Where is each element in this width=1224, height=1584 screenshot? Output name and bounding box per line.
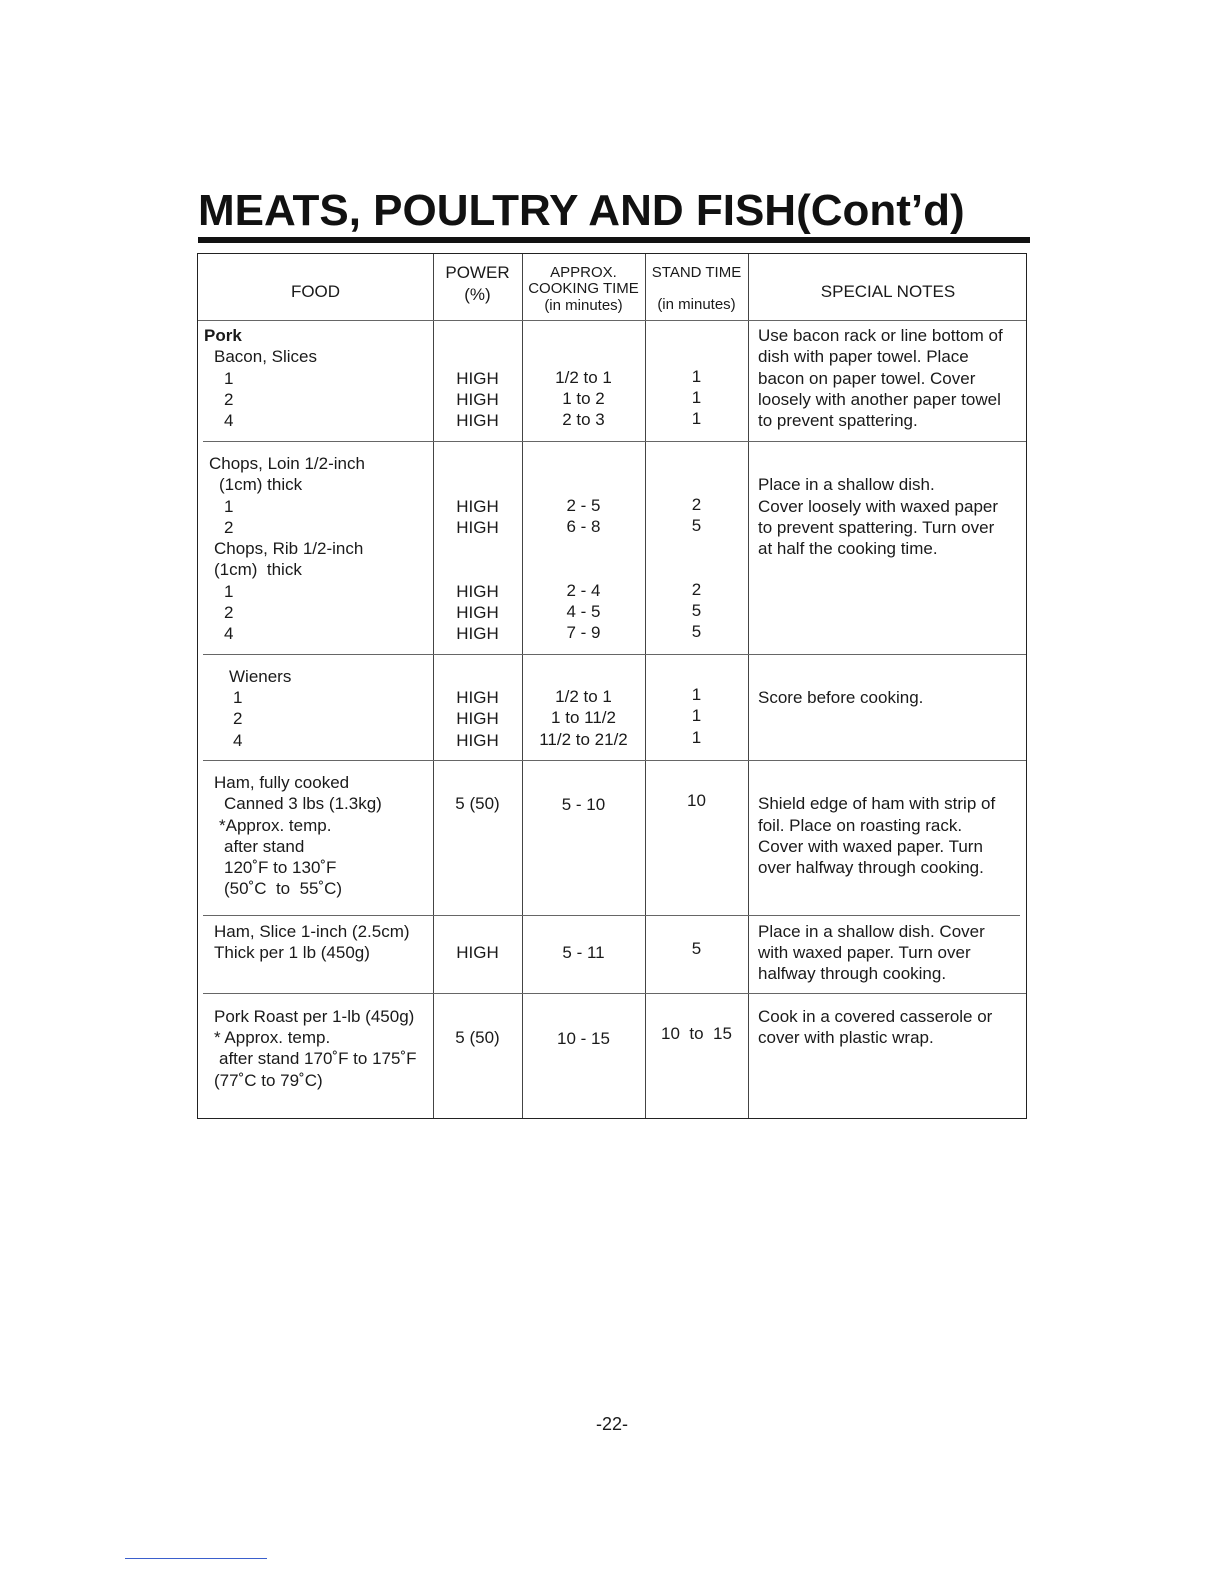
header-divider [198,320,1026,321]
food-cell: Thick per 1 lb (450g) [214,943,370,962]
cook-time-cell: 5 - 11 [562,943,605,962]
stand-time-cell: 2 [691,580,702,599]
stand-time-cell: 1 [691,388,702,407]
food-cell: 4 [233,731,243,750]
food-cell: Chops, Rib 1/2-inch [214,539,364,558]
notes-cell: dish with paper towel. Place [758,347,969,366]
notes-cell: at half the cooking time. [758,539,938,558]
power-cell: HIGH [456,603,499,622]
column-divider [748,254,749,1118]
footer-rule [125,1558,267,1559]
food-cell: (77˚C to 79˚C) [214,1071,323,1090]
cook-time-cell: 5 - 10 [561,795,606,814]
power-cell: HIGH [456,688,499,707]
notes-cell: Use bacon rack or line bottom of [758,326,1003,345]
cook-time-cell: 4 - 5 [566,602,601,621]
cook-time-cell: 2 - 5 [566,496,601,515]
power-cell: HIGH [456,709,499,728]
notes-cell: over halfway through cooking. [758,858,984,877]
cook-time-cell: 10 - 15 [557,1029,610,1048]
stand-time-cell: 5 [691,622,702,641]
notes-cell: to prevent spattering. [758,411,918,430]
food-cell: 4 [224,624,234,643]
stand-time-cell: 1 [691,728,702,747]
header-power: POWER [445,263,510,282]
notes-cell: Place in a shallow dish. Cover [758,922,985,941]
food-cell: 2 [224,603,234,622]
header-cook-unit: (in minutes) [544,297,623,314]
header-power-unit: (%) [464,285,491,304]
header-cook: APPROX. [550,264,617,281]
cook-time-cell: 7 - 9 [566,623,601,642]
food-cell: 2 [224,518,234,537]
power-cell: HIGH [456,731,499,750]
cook-time-cell: 1/2 to 1 [555,368,612,387]
food-cell: 1 [224,369,234,388]
stand-time-cell: 1 [691,367,702,386]
power-cell: 5 (50) [455,794,500,813]
notes-cell: cover with plastic wrap. [758,1028,934,1047]
stand-time-cell: 5 [691,516,702,535]
header-stand: STAND TIME [651,264,742,281]
row-divider [203,760,1026,761]
stand-time-cell: 5 [691,939,702,958]
power-cell: HIGH [456,624,499,643]
food-cell: Pork Roast per 1-lb (450g) [214,1007,415,1026]
food-cell: 2 [233,709,243,728]
food-cell: 1 [224,582,234,601]
stand-time-cell: 1 [691,409,702,428]
food-cell: Ham, fully cooked [214,773,350,792]
cook-time-cell: 1/2 to 1 [555,687,612,706]
row-divider [203,654,1026,655]
page-number: -22- [595,1414,628,1434]
cook-time-cell: 1 to 2 [562,389,605,408]
food-cell: 1 [233,688,243,707]
power-cell: HIGH [456,390,499,409]
notes-cell: Shield edge of ham with strip of [758,794,996,813]
power-cell: 5 (50) [455,1028,500,1047]
food-cell: Chops, Loin 1/2-inch [209,454,365,473]
header-food: FOOD [290,282,341,301]
food-cell: 4 [224,411,234,430]
notes-cell: bacon on paper towel. Cover [758,369,976,388]
stand-time-cell: 1 [691,706,702,725]
food-cell: after stand [224,837,305,856]
stand-time-cell: 10 to 15 [661,1024,732,1043]
food-cell: Ham, Slice 1-inch (2.5cm) [214,922,410,941]
food-cell: 120˚F to 130˚F [224,858,337,877]
food-cell: Bacon, Slices [214,347,317,366]
stand-time-cell: 1 [691,685,702,704]
stand-time-cell: 5 [691,601,702,620]
notes-cell: Cover with waxed paper. Turn [758,837,983,856]
power-cell: HIGH [456,582,499,601]
title-underline [198,237,1030,243]
row-divider [203,915,1020,916]
notes-cell: Score before cooking. [758,688,924,707]
stand-time-cell: 2 [691,495,702,514]
food-cell: Wieners [229,667,292,686]
power-cell: HIGH [456,497,499,516]
cooking-table [197,253,1027,1119]
food-cell: after stand 170˚F to 175˚F [219,1049,417,1068]
cook-time-cell: 11/2 to 21/2 [539,730,628,749]
cook-time-cell: 6 - 8 [566,517,601,536]
food-cell: 1 [224,497,234,516]
page-title: MEATS, POULTRY AND FISH(Cont’d) [198,186,965,235]
notes-cell: Place in a shallow dish. [758,475,935,494]
power-cell: HIGH [456,943,499,962]
food-cell: * Approx. temp. [214,1028,331,1047]
cook-time-cell: 2 - 4 [566,581,601,600]
notes-cell: loosely with another paper towel [758,390,1001,409]
food-cell: (50˚C to 55˚C) [224,879,343,898]
food-cell: (1cm) thick [214,560,302,579]
cook-time-cell: 2 to 3 [562,410,605,429]
notes-cell: with waxed paper. Turn over [758,943,971,962]
food-cell: (1cm) thick [219,475,303,494]
notes-cell: to prevent spattering. Turn over [758,518,995,537]
row-divider [203,993,1026,994]
row-divider [203,441,1026,442]
power-cell: HIGH [456,411,499,430]
header-cook: COOKING TIME [528,280,639,297]
food-cell: Canned 3 lbs (1.3kg) [224,794,382,813]
power-cell: HIGH [456,518,499,537]
notes-cell: Cook in a covered casserole or [758,1007,993,1026]
header-stand-unit: (in minutes) [657,296,736,313]
stand-time-cell: 10 [687,791,706,810]
food-cell: 2 [224,390,234,409]
food-cell: *Approx. temp. [219,816,332,835]
cook-time-cell: 1 to 11/2 [551,708,616,727]
food-category: Pork [204,326,242,345]
notes-cell: halfway through cooking. [758,964,947,983]
header-notes: SPECIAL NOTES [820,282,956,301]
notes-cell: foil. Place on roasting rack. [758,816,963,835]
power-cell: HIGH [456,369,499,388]
notes-cell: Cover loosely with waxed paper [758,497,999,516]
